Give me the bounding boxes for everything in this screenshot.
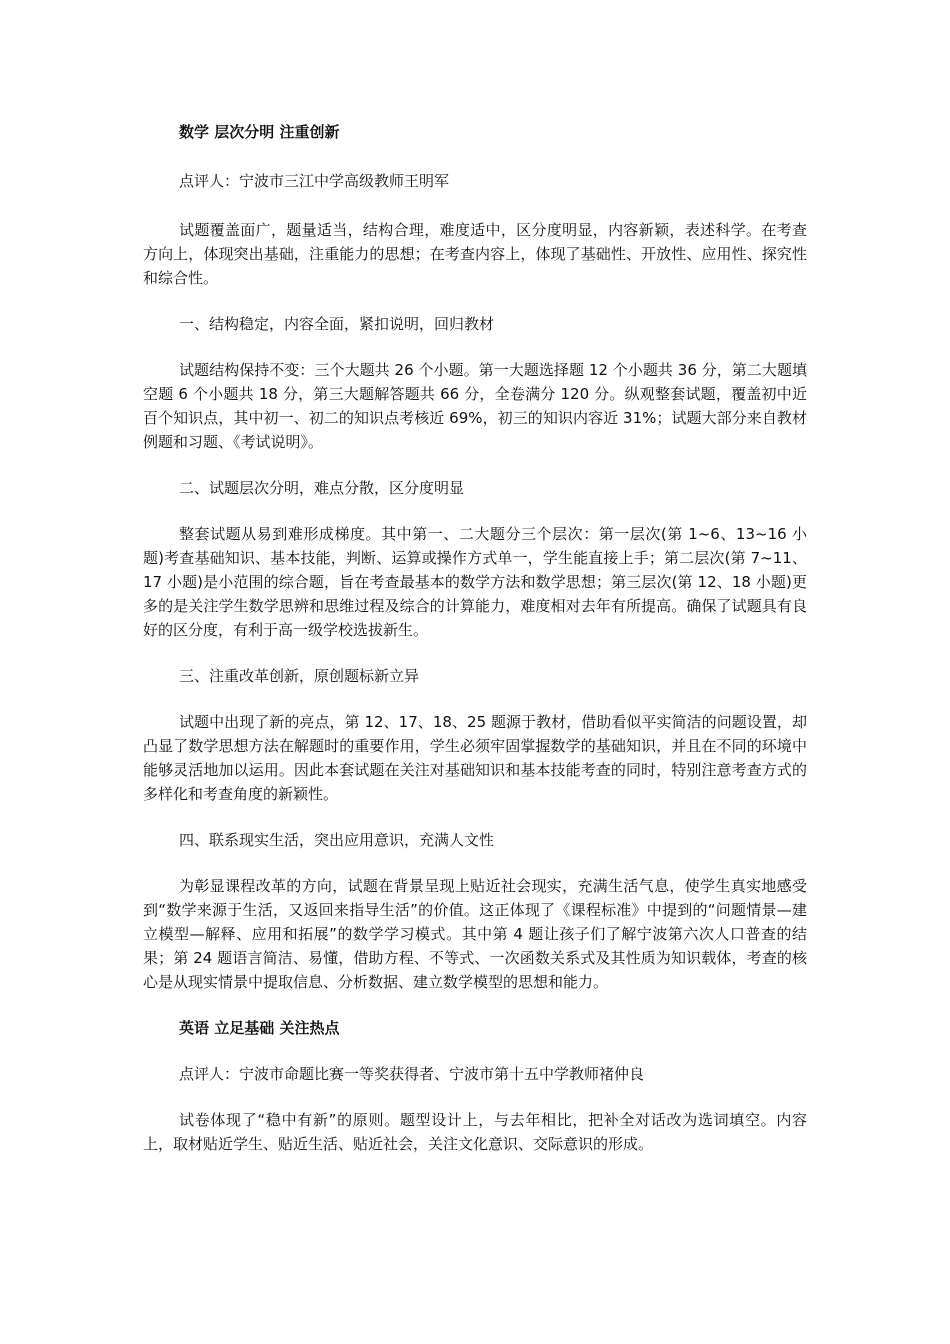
math-subsection-4-body: 为彰显课程改革的方向，试题在背景呈现上贴近社会现实，充满生活气息，使学生真实地感受到“数学来源于生活，又返回来指导生活”的价值。这正体现了《课程标准》中提到的“问题情景—建立模型—解释、应用和拓展”的数学学习模式。其中第 4 题让孩子们了解宁波第六次人口普查的结果；第 24 题语言简洁、易懂，借助方程、不等式、一次函数关系式及其性质为知识载体，考查的核心是从现实情景中提取信息、分析数据、建立数学模型的思想和能力。 bbox=[143, 877, 807, 991]
english-intro-paragraph: 试卷体现了“稳中有新”的原则。题型设计上，与去年相比，把补全对话改为选词填空。内容上，取材贴近学生、贴近生活、贴近社会，关注文化意识、交际意识的形成。 bbox=[143, 1111, 807, 1153]
math-reviewer: 点评人：宁波市三江中学高级教师王明军 bbox=[179, 172, 450, 190]
math-subsection-1-body: 试题结构保持不变：三个大题共 26 个小题。第一大题选择题 12 个小题共 36 分，第二大题填空题 6 个小题共 18 分，第三大题解答题共 66 分，全卷满分 120 分。纵观整套试题，覆盖初中近百个知识点，其中初一、初二的知识点考核近 69%，初三的知识内容近 31%；试题大部分来自教材例题和习题、《考试说明》。 bbox=[143, 361, 807, 451]
english-reviewer: 点评人：宁波市命题比赛一等奖获得者、宁波市第十五中学教师褚仲良 bbox=[179, 1065, 645, 1083]
math-subsection-1-title: 一、结构稳定，内容全面，紧扣说明，回归教材 bbox=[179, 315, 495, 333]
math-subsection-4-title: 四、联系现实生活，突出应用意识，充满人文性 bbox=[179, 831, 495, 849]
math-intro-paragraph: 试题覆盖面广，题量适当，结构合理，难度适中，区分度明显，内容新颖，表述科学。在考查方向上，体现突出基础，注重能力的思想；在考查内容上，体现了基础性、开放性、应用性、探究性和综合性。 bbox=[143, 221, 807, 287]
math-subsection-3-body: 试题中出现了新的亮点，第 12、17、18、25 题源于教材，借助看似平实简洁的问题设置，却凸显了数学思想方法在解题时的重要作用，学生必须牢固掌握数学的基础知识，并且在不同的环境中能够灵活地加以运用。因此本套试题在关注对基础知识和基本技能考查的同时，特别注意考查方式的多样化和考查角度的新颖性。 bbox=[143, 713, 807, 803]
english-section-title: 英语 立足基础 关注热点 bbox=[179, 1019, 340, 1037]
document-page bbox=[143, 120, 807, 1156]
math-subsection-2-body: 整套试题从易到难形成梯度。其中第一、二大题分三个层次：第一层次(第 1~6、13~16 小题)考查基础知识、基本技能，判断、运算或操作方式单一，学生能直接上手；第二层次(第 7~11、17 小题)是小范围的综合题，旨在考查最基本的数学方法和数学思想；第三层次(第 12、18 小题)更多的是关注学生数学思辨和思维过程及综合的计算能力，难度相对去年有所提高。确保了试题具有良好的区分度，有利于高一级学校选拔新生。 bbox=[143, 525, 807, 639]
math-subsection-2-title: 二、试题层次分明，难点分散，区分度明显 bbox=[179, 479, 465, 497]
math-section-title: 数学 层次分明 注重创新 bbox=[179, 123, 340, 141]
math-subsection-3-title: 三、注重改革创新，原创题标新立异 bbox=[179, 667, 420, 685]
